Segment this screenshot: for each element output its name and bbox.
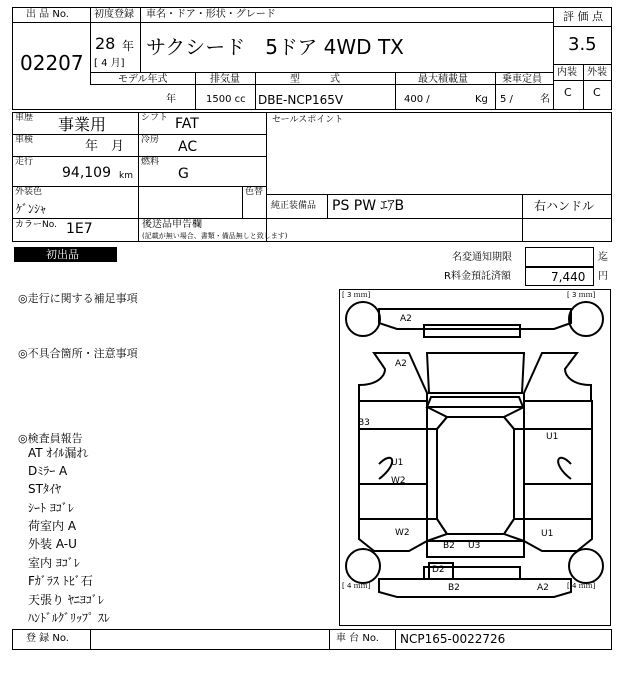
shift-value: FAT — [175, 116, 199, 132]
name-change-label: 名変通知期限 — [452, 252, 512, 263]
model-year-unit: 年 — [166, 94, 176, 105]
note-line: Fｶﾞﾗｽ ﾄﾋﾞ石 — [28, 574, 93, 588]
interior-label: 内装 — [557, 67, 577, 78]
damage-mark: A2 — [537, 583, 549, 593]
recycle-label: R料金預託済額 — [444, 271, 511, 282]
note-line: 外装 A-U — [28, 537, 77, 551]
aftermarket-label: 後送品申告欄 — [142, 219, 202, 230]
damage-mark: U3 — [468, 541, 481, 551]
damage-mark: A2 — [400, 314, 412, 324]
footer-table — [12, 629, 612, 650]
load-unit: Kg — [475, 94, 488, 105]
lot-number: 02207 — [20, 51, 84, 75]
displacement-label: 排気量 — [210, 74, 240, 85]
steering-value: 右ハンドル — [534, 199, 595, 213]
damage-mark: U1 — [541, 529, 554, 539]
note-line: Dﾐﾗｰ A — [28, 464, 68, 478]
interior-grade: C — [564, 86, 572, 99]
fuel-value: G — [178, 166, 189, 182]
note-line: 荷室内 A — [28, 519, 77, 533]
load-label: 最大積載量 — [418, 74, 468, 85]
chassis-no-value: NCP165-0022726 — [400, 632, 506, 646]
history-value: 事業用 — [58, 115, 107, 134]
corner-label-bottom-left: [ 4 ｍｍ] — [342, 582, 371, 590]
sales-point-label: セールスポイント — [272, 115, 344, 125]
damage-mark: U1 — [391, 458, 404, 468]
color-no-value: 1E7 — [66, 221, 93, 237]
registration-no-label: 登 録 No. — [26, 633, 69, 644]
inspection-label: 車検 — [15, 135, 34, 145]
type-value: DBE-NCP165V — [258, 93, 344, 107]
color-no-label: カラーNo. — [15, 220, 57, 230]
options-label: 純正装備品 — [271, 201, 317, 211]
reg-year: 28 — [95, 34, 116, 53]
fuel-label: 燃料 — [141, 157, 160, 167]
name-change-unit: 迄 — [598, 252, 608, 263]
corner-label-top-left: [ 3 ｍｍ] — [342, 291, 371, 299]
reg-month: [ 4 月] — [94, 58, 125, 69]
note-line: ﾊﾝﾄﾞﾙｸﾞﾘｯﾌﾟ ｽﾚ — [28, 611, 110, 625]
type-label: 型 式 — [290, 74, 340, 85]
mileage-unit: km — [119, 171, 133, 181]
model-year-label: モデル年式 — [118, 74, 168, 85]
chassis-no-label: 車 台 No. — [336, 633, 379, 644]
damage-mark: B2 — [448, 583, 460, 593]
mileage-label: 走行 — [15, 157, 34, 167]
capacity-unit: 名 — [540, 94, 550, 105]
history-label: 車歴 — [15, 113, 34, 123]
load-value: 400 / — [404, 94, 430, 105]
car-name-label: 車名・ドア・形状・グレード — [146, 9, 276, 20]
exterior-grade: C — [593, 86, 601, 99]
aftermarket-note: (記載が無い場合、書類・備品無しと致します) — [142, 232, 288, 240]
ac-value: AC — [178, 139, 198, 155]
damage-mark: D2 — [432, 565, 445, 575]
damage-mark: A2 — [395, 359, 407, 369]
note-line: STﾀｲﾔ — [28, 482, 61, 496]
damage-mark: U1 — [546, 432, 559, 442]
damage-mark: B2 — [443, 541, 455, 551]
lot-label: 出 品 No. — [26, 9, 69, 20]
note-line: 室内 ﾖｺﾞﾚ — [28, 556, 80, 570]
mileage-value: 94,109 — [62, 165, 111, 181]
inspection-value: 年 月 — [85, 139, 125, 154]
exterior-label: 外装 — [587, 67, 607, 78]
note-line: AT ｵｲﾙ漏れ — [28, 446, 89, 460]
ac-label: 冷房 — [141, 135, 160, 145]
first-listing-badge — [14, 247, 117, 262]
note-line: 天張り ﾔﾆﾖｺﾞﾚ — [28, 593, 104, 607]
options-value: PS PW ｴｱB — [332, 198, 405, 214]
capacity-value: 5 / — [500, 94, 513, 105]
color-label: 外装色 — [15, 187, 43, 197]
damage-mark: B3 — [358, 418, 370, 428]
shift-label: シフト — [141, 113, 169, 123]
reg-label: 初度登録 — [94, 9, 134, 20]
capacity-label: 乗車定員 — [502, 74, 542, 85]
damage-mark: W2 — [395, 528, 410, 538]
driving-notes-label: ◎走行に関する補足事項 — [18, 292, 138, 305]
score-label: 評 価 点 — [563, 10, 603, 23]
car-name: サクシード 5ドア 4WD TX — [146, 35, 404, 59]
first-listing-text: 初出品 — [46, 248, 79, 261]
inspector-label: ◎検査員報告 — [18, 432, 83, 445]
score-value: 3.5 — [568, 34, 597, 55]
recycle-fee: 7,440 — [551, 270, 586, 284]
corner-label-bottom-right: [ 4 ｍｍ] — [567, 582, 596, 590]
defects-label: ◎不具合箇所・注意事項 — [18, 347, 138, 360]
note-line: ｼｰﾄ ﾖｺﾞﾚ — [28, 501, 74, 515]
color-value: ｹﾞﾝｼｬ — [16, 202, 47, 216]
color-change-label: 色替 — [245, 187, 264, 197]
damage-mark: W2 — [391, 476, 406, 486]
corner-label-top-right: [ 3 ｍｍ] — [567, 291, 596, 299]
name-change-box — [525, 247, 594, 267]
displacement-value: 1500 cc — [206, 94, 246, 105]
recycle-unit: 円 — [598, 271, 608, 282]
reg-year-unit: 年 — [122, 39, 135, 53]
car-outline — [339, 289, 611, 626]
